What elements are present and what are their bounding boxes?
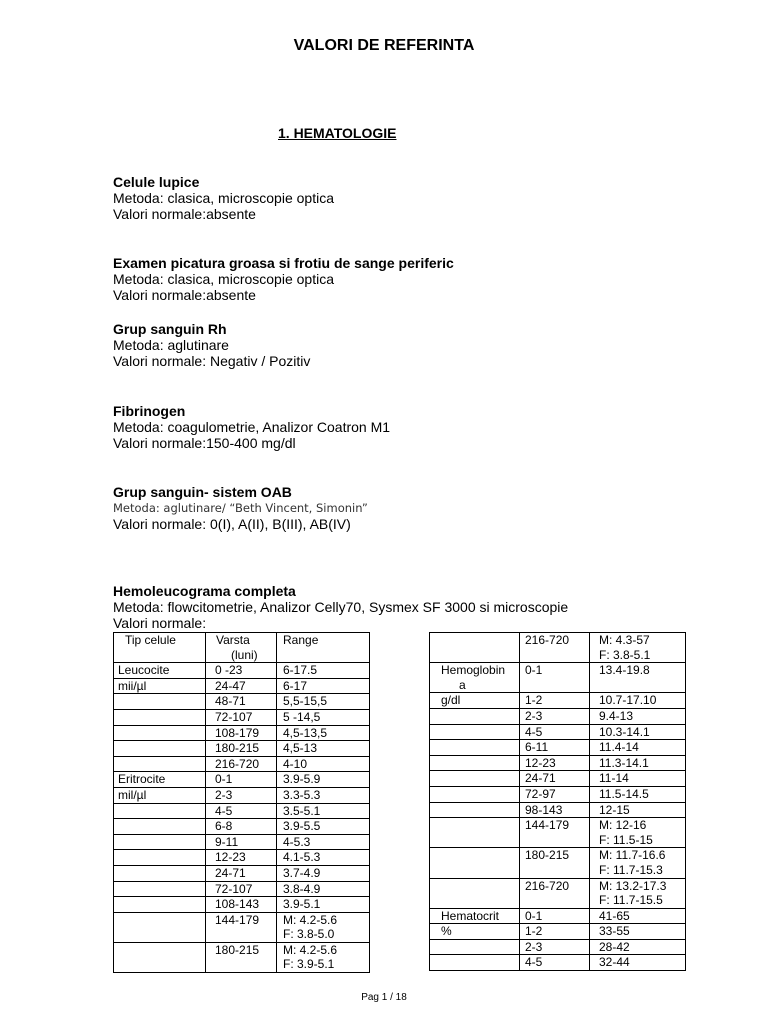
table-row	[430, 924, 686, 940]
cell-text: 6-8	[215, 819, 233, 834]
cell-text: 48-71	[215, 694, 246, 709]
table-row	[114, 756, 370, 772]
table-cell	[430, 955, 520, 971]
table-cell	[590, 708, 686, 724]
table-row	[114, 709, 370, 725]
table-row	[114, 834, 370, 850]
cell-text: 12-23	[215, 850, 246, 865]
hemoleucograma-table-right	[429, 632, 686, 971]
cell-text: a	[459, 677, 466, 692]
table-row	[114, 897, 370, 913]
cell-text: 4.1-5.3	[283, 850, 321, 865]
cell-text: 144-179	[215, 912, 260, 927]
cell-text: 1-2	[525, 924, 543, 939]
table-row	[430, 878, 686, 908]
cell-text: 5 -14,5	[283, 709, 321, 724]
cell-text: 28-42	[599, 939, 630, 954]
table-cell	[590, 786, 686, 802]
table-cell	[277, 709, 370, 725]
test-name: Grup sanguin- sistem OAB	[113, 484, 292, 500]
cell-text: 6-11	[525, 740, 549, 755]
table-cell	[590, 771, 686, 787]
table-cell	[430, 708, 520, 724]
table-cell	[520, 802, 590, 818]
cell-text: 144-179	[525, 818, 570, 833]
cell-text: Varsta	[216, 633, 250, 647]
cell-text: F: 3.8-5.0	[283, 927, 335, 942]
cell-text: 108-143	[215, 897, 260, 912]
table-cell	[114, 881, 206, 897]
cell-text: 12-15	[599, 802, 630, 817]
table-cell	[277, 725, 370, 741]
cell-text: 0-1	[215, 772, 233, 787]
table-cell	[114, 709, 206, 725]
table-cell	[206, 709, 277, 725]
cell-text: F: 3.8-5.1	[599, 647, 651, 662]
table-cell	[590, 802, 686, 818]
table-cell	[206, 819, 277, 835]
cell-text: 5,5-15,5	[283, 694, 328, 709]
table-cell	[114, 772, 206, 788]
table-cell	[114, 694, 206, 710]
table-row	[430, 802, 686, 818]
test-hemoleucograma	[113, 583, 568, 631]
table-cell	[590, 955, 686, 971]
table-cell	[277, 756, 370, 772]
table-cell	[277, 803, 370, 819]
table-cell	[277, 897, 370, 913]
cell-text: 3.3-5.3	[283, 787, 321, 802]
cell-text: 4-5.3	[283, 834, 311, 849]
cell-text: 2-3	[215, 787, 233, 802]
cell-text: 10.3-14.1	[599, 724, 650, 739]
cell-text: 11.4-14	[599, 740, 639, 755]
table-cell	[277, 741, 370, 757]
table-row	[430, 908, 686, 924]
cell-text: 6-17	[283, 678, 308, 693]
cell-text: 4,5-13,5	[283, 725, 328, 740]
test-normal-values: Valori normale:absente	[113, 206, 256, 222]
table-row	[430, 955, 686, 971]
cell-text: 24-71	[525, 771, 556, 786]
table-cell	[206, 756, 277, 772]
table-row	[430, 848, 686, 878]
cell-text: 11.3-14.1	[599, 755, 649, 770]
table-row	[430, 939, 686, 955]
cell-text: 72-107	[215, 881, 253, 896]
cell-text: 3.7-4.9	[283, 865, 321, 880]
table-cell	[430, 878, 520, 908]
table-row	[430, 633, 686, 663]
table-row	[114, 865, 370, 881]
test-celule-lupice	[113, 174, 334, 222]
cell-text: F: 3.9-5.1	[283, 957, 335, 972]
cell-text: 32-44	[599, 955, 630, 970]
table-cell	[114, 897, 206, 913]
table-row	[114, 942, 370, 972]
section-heading: 1. HEMATOLOGIE	[278, 125, 397, 141]
table-cell	[590, 908, 686, 924]
table-cell	[520, 633, 590, 663]
table-cell	[114, 819, 206, 835]
cell-text: M: 11.7-16.6	[599, 848, 666, 863]
table-cell	[277, 865, 370, 881]
table-cell	[206, 787, 277, 803]
test-method: Metoda: clasica, microscopie optica	[113, 190, 334, 206]
test-examen-picatura-groasa	[113, 255, 454, 303]
table-cell	[206, 881, 277, 897]
table-cell	[206, 633, 277, 663]
cell-text: 0-1	[525, 663, 543, 678]
table-cell	[206, 725, 277, 741]
table-cell	[520, 771, 590, 787]
table-row	[114, 803, 370, 819]
cell-text: 3.8-4.9	[283, 881, 321, 896]
table-cell	[520, 924, 590, 940]
cell-text: 41-65	[599, 908, 630, 923]
table-cell	[590, 878, 686, 908]
table-cell	[114, 725, 206, 741]
test-normal-values: Valori normale: 0(I), A(II), B(III), AB(IV)	[113, 516, 351, 532]
cell-text: 216-720	[525, 633, 570, 647]
table-cell	[430, 740, 520, 756]
table-cell	[590, 924, 686, 940]
table-row	[114, 725, 370, 741]
cell-text: M: 4.2-5.6	[283, 912, 338, 927]
table-cell	[430, 802, 520, 818]
cell-text: 3.9-5.1	[283, 897, 321, 912]
table-cell	[430, 693, 520, 709]
cell-text: 24-47	[215, 678, 246, 693]
cell-text: M: 12-16	[599, 818, 647, 833]
table-cell	[590, 724, 686, 740]
table-row	[114, 787, 370, 803]
table-cell	[590, 848, 686, 878]
cell-text: 216-720	[215, 756, 260, 771]
cell-text: 2-3	[525, 939, 543, 954]
table-cell	[430, 771, 520, 787]
cell-text: 24-71	[215, 865, 246, 880]
table-cell	[206, 678, 277, 694]
test-fibrinogen	[113, 403, 390, 451]
table-cell	[114, 787, 206, 803]
table-row	[430, 786, 686, 802]
cell-text: 108-179	[215, 725, 260, 740]
table-cell	[206, 942, 277, 972]
table-cell	[114, 912, 206, 942]
cell-text: 180-215	[215, 942, 260, 957]
table-cell	[206, 912, 277, 942]
table-cell	[277, 912, 370, 942]
cell-text: 3.9-5.5	[283, 819, 321, 834]
table-cell	[590, 939, 686, 955]
table-cell	[430, 939, 520, 955]
test-name: Fibrinogen	[113, 403, 186, 419]
table-cell	[430, 924, 520, 940]
test-method: Metoda: flowcitometrie, Analizor Celly70, Sysmex SF 3000 si microscopie	[113, 599, 569, 615]
test-name: Hemoleucograma completa	[113, 583, 296, 599]
table-cell	[277, 819, 370, 835]
cell-text: 10.7-17.10	[599, 693, 657, 708]
table-cell	[277, 694, 370, 710]
table-cell	[520, 740, 590, 756]
document-title: VALORI DE REFERINTA	[293, 37, 475, 54]
table-cell	[277, 787, 370, 803]
cell-text: 1-2	[525, 693, 543, 708]
table-cell	[206, 803, 277, 819]
cell-text: 11-14	[599, 771, 629, 786]
cell-text: M: 13.2-17.3	[599, 878, 667, 893]
table-cell	[520, 939, 590, 955]
table-row	[430, 740, 686, 756]
cell-text: g/dl	[441, 693, 461, 708]
table-cell	[114, 663, 206, 679]
table-cell	[206, 850, 277, 866]
test-normal-values: Valori normale:150-400 mg/dl	[113, 435, 296, 451]
cell-text: 33-55	[599, 924, 630, 939]
table-cell	[114, 678, 206, 694]
table-cell	[206, 694, 277, 710]
table-cell	[430, 786, 520, 802]
table-cell	[206, 865, 277, 881]
table-cell	[114, 850, 206, 866]
test-method: Metoda: coagulometrie, Analizor Coatron M1	[113, 419, 391, 435]
cell-text: 98-143	[525, 802, 563, 817]
table-cell	[114, 633, 206, 663]
table-cell	[520, 818, 590, 848]
table-row	[114, 819, 370, 835]
table-cell	[430, 633, 520, 663]
cell-text: F: 11.5-15	[599, 832, 653, 847]
table-row	[430, 724, 686, 740]
table-cell	[520, 755, 590, 771]
hemoleucograma-table-left	[113, 632, 370, 973]
table-row	[114, 663, 370, 679]
table-cell	[520, 724, 590, 740]
cell-text: Range	[283, 633, 319, 647]
table-cell	[277, 663, 370, 679]
table-row	[114, 678, 370, 694]
table-cell	[206, 834, 277, 850]
cell-text: Tip celule	[125, 633, 176, 647]
table-cell	[114, 834, 206, 850]
cell-text: 216-720	[525, 878, 570, 893]
cell-text: 13.4-19.8	[599, 663, 650, 678]
cell-text: Leucocite	[118, 663, 170, 678]
cell-text: (luni)	[231, 647, 258, 662]
table-cell	[430, 908, 520, 924]
cell-text: 4-5	[525, 955, 543, 970]
table-cell	[590, 663, 686, 693]
table-cell	[520, 955, 590, 971]
table-row	[114, 633, 370, 663]
table-row	[430, 663, 686, 693]
test-method: Metoda: aglutinare	[113, 337, 229, 353]
table-cell	[277, 678, 370, 694]
table-cell	[520, 693, 590, 709]
table-cell	[430, 724, 520, 740]
cell-text: M: 4.2-5.6	[283, 942, 338, 957]
table-cell	[114, 865, 206, 881]
test-grup-sanguin-oab	[113, 484, 368, 532]
table-cell	[430, 848, 520, 878]
table-cell	[520, 848, 590, 878]
table-cell	[277, 850, 370, 866]
table-row	[430, 708, 686, 724]
cell-text: 3.5-5.1	[283, 803, 321, 818]
table-cell	[520, 908, 590, 924]
table-cell	[590, 818, 686, 848]
table-cell	[430, 663, 520, 693]
table-cell	[206, 772, 277, 788]
table-cell	[520, 663, 590, 693]
table-row	[114, 772, 370, 788]
cell-text: 180-215	[525, 848, 570, 863]
cell-text: 180-215	[215, 741, 260, 756]
cell-text: 12-23	[525, 755, 556, 770]
page-footer: Pag 1 / 18	[361, 992, 407, 1003]
cell-text: 0-1	[525, 908, 543, 923]
table-cell	[114, 942, 206, 972]
table-cell	[114, 803, 206, 819]
table-cell	[430, 755, 520, 771]
cell-text: 2-3	[525, 708, 543, 723]
cell-text: 6-17.5	[283, 663, 318, 678]
table-cell	[590, 755, 686, 771]
table-row	[114, 850, 370, 866]
table-cell	[277, 942, 370, 972]
table-cell	[277, 881, 370, 897]
table-cell	[206, 741, 277, 757]
cell-text: F: 11.7-15.5	[599, 893, 663, 908]
cell-text: 9.4-13	[599, 708, 634, 723]
table-row	[114, 881, 370, 897]
cell-text: Eritrocite	[118, 772, 166, 787]
cell-text: 11.5-14.5	[599, 786, 649, 801]
table-row	[430, 818, 686, 848]
table-cell	[590, 633, 686, 663]
cell-text: 4,5-13	[283, 741, 318, 756]
cell-text: F: 11.7-15.3	[599, 862, 663, 877]
table-row	[114, 741, 370, 757]
test-grup-sanguin-rh	[113, 321, 310, 369]
table-cell	[520, 708, 590, 724]
table-cell	[277, 834, 370, 850]
table-cell	[277, 772, 370, 788]
test-method: Metoda: aglutinare/ “Beth Vincent, Simonin”	[113, 501, 368, 515]
cell-text: 4-5	[525, 724, 543, 739]
cell-text: mil/µl	[118, 787, 147, 802]
table-cell	[114, 756, 206, 772]
test-normal-values: Valori normale:	[113, 615, 207, 631]
table-cell	[277, 633, 370, 663]
test-name: Grup sanguin Rh	[113, 321, 227, 337]
cell-text: M: 4.3-57	[599, 633, 650, 647]
table-cell	[590, 693, 686, 709]
cell-text: mii/µl	[118, 678, 147, 693]
test-normal-values: Valori normale:absente	[113, 287, 256, 303]
table-cell	[206, 663, 277, 679]
cell-text: 4-10	[283, 756, 308, 771]
cell-text: 72-107	[215, 709, 253, 724]
table-cell	[590, 740, 686, 756]
table-cell	[520, 786, 590, 802]
test-normal-values: Valori normale: Negativ / Pozitiv	[113, 353, 311, 369]
cell-text: Hemoglobin	[441, 663, 506, 678]
table-cell	[114, 741, 206, 757]
table-row	[114, 694, 370, 710]
table-cell	[520, 878, 590, 908]
cell-text: 0 -23	[215, 663, 243, 678]
table-row	[430, 771, 686, 787]
cell-text: 3.9-5.9	[283, 772, 321, 787]
test-method: Metoda: clasica, microscopie optica	[113, 271, 334, 287]
table-cell	[430, 818, 520, 848]
table-row	[114, 912, 370, 942]
table-row	[430, 693, 686, 709]
cell-text: 4-5	[215, 803, 233, 818]
table-row	[430, 755, 686, 771]
test-name: Celule lupice	[113, 174, 200, 190]
cell-text: 9-11	[215, 834, 239, 849]
table-cell	[206, 897, 277, 913]
cell-text: Hematocrit	[441, 908, 500, 923]
test-name: Examen picatura groasa si frotiu de sange periferic	[113, 255, 454, 271]
cell-text: 72-97	[525, 786, 556, 801]
cell-text: %	[441, 924, 452, 939]
